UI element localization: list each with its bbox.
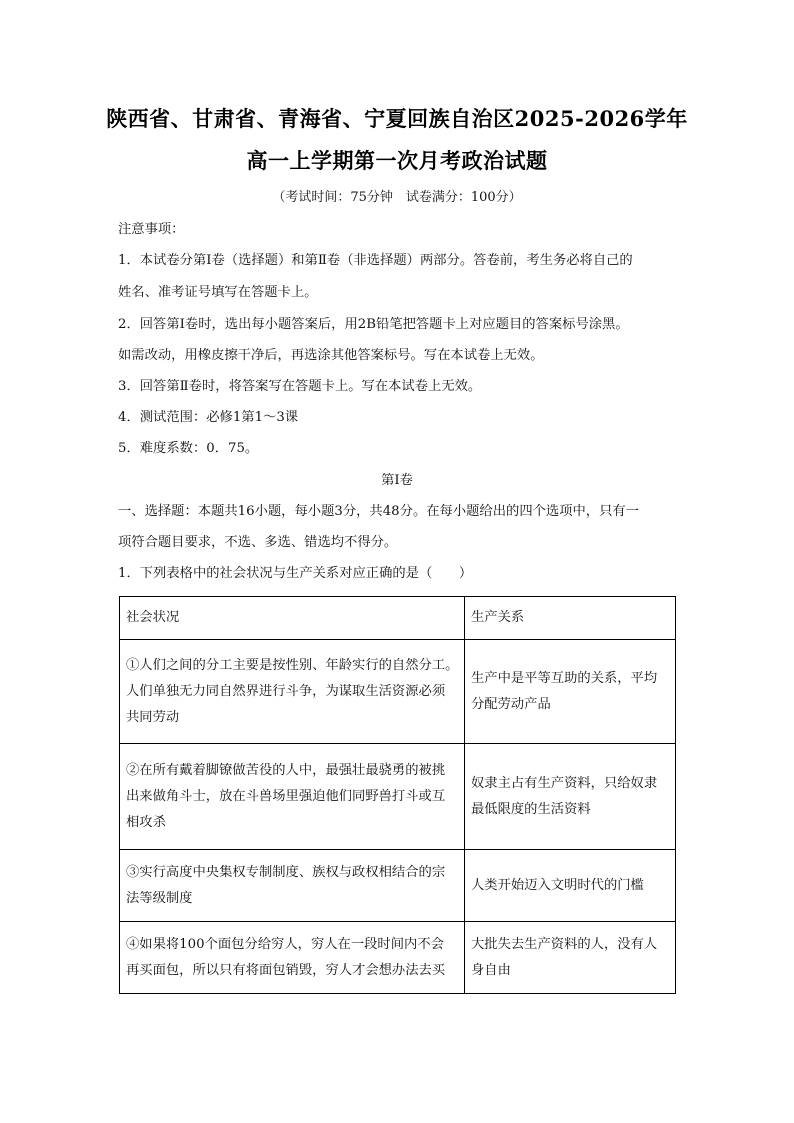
exam-title-line1: 陕西省、甘肃省、青海省、宁夏回族自治区2025-2026学年 [106,106,688,131]
cell-line: 奴隶主占有生产资料，只给奴隶 [471,775,658,791]
cell-line: 人们单独无力同自然界进行斗争，为谋取生活资源必须 [126,683,446,699]
table-row [120,640,676,744]
note-5: 5．难度系数：0．75。 [118,441,259,456]
cell-line: 再买面包，所以只有将面包销毁，穷人才会想办法去买 [126,962,446,978]
cell-line: ②在所有戴着脚镣做苦役的人中，最强壮最骁勇的被挑 [126,762,446,778]
table-cell [465,744,676,850]
cell-line: 人类开始迈入文明时代的门槛 [471,877,644,893]
cell-line: 法等级制度 [126,890,193,906]
note-3: 3．回答第Ⅱ卷时，将答案写在答题卡上。写在本试卷上无效。 [118,379,482,394]
cell-line: 分配劳动产品 [471,696,551,712]
cell-line: 生产中是平等互助的关系，平均 [471,670,658,686]
table-header-cell: 生产关系 [465,597,676,640]
note-4: 4．测试范围：必修1第1～3课 [118,410,299,425]
cell-line: 身自由 [471,962,511,978]
question-1-stem: 1．下列表格中的社会状况与生产关系对应正确的是（ ） [118,566,473,581]
table-row [120,922,676,994]
table-cell [465,850,676,922]
cell-line: 大批失去生产资料的人，没有人 [471,936,658,952]
table-cell [465,640,676,744]
cell-line: ④如果将100个面包分给穷人，穷人在一段时间内不会 [126,936,444,952]
cell-line: ①人们之间的分工主要是按性别、年龄实行的自然分工。 [126,657,458,673]
note-2-line2: 如需改动，用橡皮擦干净后，再选涂其他答案标号。写在本试卷上无效。 [118,348,544,363]
note-2-line1: 2．回答第Ⅰ卷时，选出每小题答案后，用2B铅笔把答题卡上对应题目的答案标号涂黑。 [118,317,629,332]
note-1-line2: 姓名、准考证号填写在答题卡上。 [118,285,318,300]
volume-label: 第Ⅰ卷 [381,473,413,488]
cell-line: 最低限度的生活资料 [471,801,591,817]
exam-time-info: （考试时间：75分钟 试卷满分：100分） [272,190,522,205]
table-row [120,850,676,922]
table-cell [120,640,465,744]
table-row [120,744,676,850]
table-cell [465,922,676,994]
notes-heading: 注意事项： [118,222,185,237]
cell-line: 相攻杀 [126,814,166,830]
question-1-table [119,596,676,994]
cell-line: 出来做角斗士，放在斗兽场里强迫他们同野兽打斗或互 [126,788,446,804]
note-1-line1: 1．本试卷分第Ⅰ卷（选择题）和第Ⅱ卷（非选择题）两部分。答卷前，考生务必将自己的 [118,253,633,268]
exam-title-line2: 高一上学期第一次月考政治试题 [246,148,548,173]
cell-line: 共同劳动 [126,709,180,725]
table-cell [120,850,465,922]
table-cell [120,922,465,994]
part-instructions-line1: 一、选择题：本题共16小题，每小题3分，共48分。在每小题给出的四个选项中，只有一 [118,504,639,519]
cell-line: ③实行高度中央集权专制制度、族权与政权相结合的宗 [126,864,446,880]
table-header-cell: 社会状况 [120,597,465,640]
table-cell [120,744,465,850]
table-header-row [120,597,676,640]
part-instructions-line2: 项符合题目要求，不选、多选、错选均不得分。 [118,535,398,550]
